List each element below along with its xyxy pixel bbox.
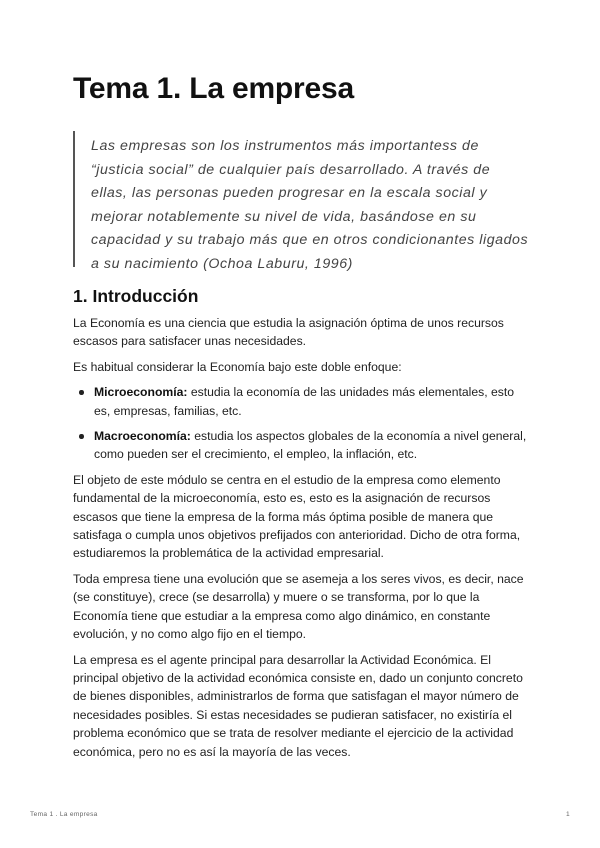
page-title: Tema 1. La empresa (73, 72, 354, 105)
bullet-icon (79, 434, 84, 439)
paragraph: La empresa es el agente principal para desarrollar la Actividad Económica. El principal objetivo de la actividad económica consiste en, dado un conjunto concreto de bienes disponibles, administrarlos de forma que satisfagan el mayor número de necesidades posibles. Si estas necesidades se pudieran satisfacer, no existiría el problema económico que se trata de resolver mediante el ejercicio de la actividad económica, pero no es así la mayoría de las veces. (73, 652, 523, 759)
section-heading: 1. Introducción (73, 286, 199, 306)
list-item (73, 427, 528, 464)
list-item-text: estudia los aspectos globales de la economía a nivel general, como pueden ser el crecimiento, el empleo, la inflación, etc. (94, 429, 527, 462)
paragraph: Toda empresa tiene una evolución que se asemeja a los seres vivos, es decir, nace (se constituye), crece (se desarrolla) y muere o se transforma, por lo que la Economía tiene que estudiar a la empresa como algo dinámico, en constante evolución, y no como algo fijo en el tiempo. (73, 571, 524, 642)
bullet-icon (79, 390, 84, 395)
list-item-term: Microeconomía: (94, 385, 188, 400)
paragraph: Es habitual considerar la Economía bajo este doble enfoque: (73, 359, 402, 374)
list-item (73, 383, 528, 420)
paragraph: La Economía es una ciencia que estudia la asignación óptima de unos recursos escasos para satisfacer unas necesidades. (73, 316, 504, 349)
footer-title: Tema 1 . La empresa (30, 811, 98, 818)
page-number: 1 (566, 811, 570, 818)
list-item-text: estudia la economía de las unidades más elementales, esto es, empresas, familias, etc. (94, 385, 515, 418)
epigraph-quote (73, 131, 531, 272)
approach-list (73, 383, 528, 464)
body-text (73, 314, 528, 768)
quote-text: Las empresas son los instrumentos más importantess de “justicia social” de cualquier país desarrollado. A través de ellas, las personas pueden progresar en la escala social y mejorar notablemente su nivel de vida, basándose en su capacidad y su trabajo más que en otros condicionantes ligados a su nacimiento (Ochoa Laburu, 1996) (91, 138, 529, 272)
paragraph: El objeto de este módulo se centra en el estudio de la empresa como elemento fundamental de la microeconomía, esto es, esto es la asignación de recursos escasos que tiene la empresa de la forma más óptima posible de manera que satisfaga o cumpla unos objetivos prefijados con anterioridad. Dicho de otra forma, estudiaremos la problemática de la actividad empresarial. (73, 472, 521, 561)
list-item-term: Macroeconomía: (94, 429, 191, 444)
